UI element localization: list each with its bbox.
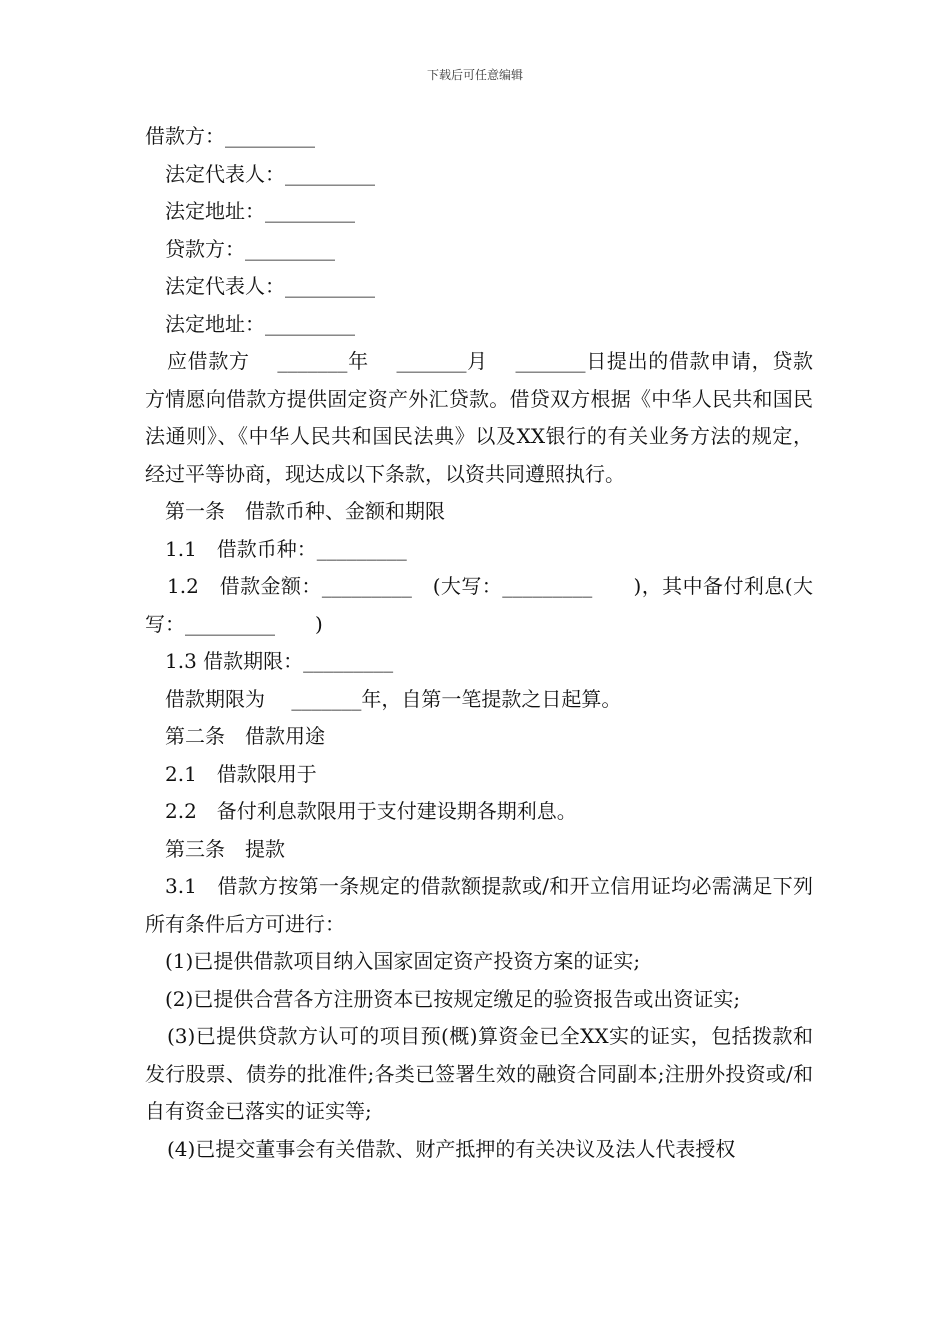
borrower-line: 借款方：_________ (145, 124, 315, 148)
condition-3: (3)已提供贷款方认可的项目预(概)算资金已全XX实的证实，包括拨款和发行股票、债券的批准件;各类已签署生效的融资合同副本;注册外投资或/和自有资金已落实的证实等; (145, 1024, 813, 1123)
condition-2: (2)已提供合营各方注册资本已按规定缴足的验资报告或出资证实; (165, 986, 741, 1011)
clause-2-1: 2.1 借款限用于 (165, 761, 317, 786)
condition-1: (1)已提供借款项目纳入国家固定资产投资方案的证实; (165, 949, 641, 973)
article-1-heading: 第一条 借款币种、金额和期限 (165, 499, 445, 523)
lender-line: 贷款方：_________ (165, 236, 335, 261)
document-body (145, 118, 813, 1168)
article-3-heading: 第三条 提款 (165, 836, 285, 861)
borrower-legal-rep-line: 法定代表人：_________ (165, 161, 375, 186)
loan-term-line: 借款期限为 _______年，自第一笔提款之日起算。 (165, 686, 622, 711)
condition-4: (4)已提交董事会有关借款、财产抵押的有关决议及法人代表授权 (167, 1136, 736, 1161)
preamble-paragraph: 应借款方 _______年 _______月 _______日提出的借款申请，贷款方情愿向借款方提供固定资产外汇贷款。借贷双方根据《中华人民共和国民法通则》、《中华人民共和国民法典》以及XX银行的有关业务方法的规定，经过平等协商，现达成以下条款，以资共同遵照执行。 (145, 349, 813, 486)
clause-2-2: 2.2 备付利息款限用于支付建设期各期利息。 (165, 799, 577, 823)
article-2-heading: 第二条 借款用途 (165, 724, 325, 748)
clause-1-1: 1.1 借款币种：_________ (165, 536, 407, 561)
borrower-address-line: 法定地址：_________ (165, 199, 355, 223)
lender-address-line: 法定地址：_________ (165, 311, 355, 336)
lender-legal-rep-line: 法定代表人：_________ (165, 274, 375, 298)
page-header: 下载后可任意编辑 (426, 68, 523, 82)
clause-3-1: 3.1 借款方按第一条规定的借款额提款或/和开立信用证均必需满足下列所有条件后方可进行： (145, 874, 813, 936)
clause-1-2: 1.2 借款金额：_________ (大写：_________ )，其中备付利息(大写：_________ ) (145, 574, 813, 636)
clause-1-3: 1.3 借款期限：_________ (165, 649, 394, 673)
